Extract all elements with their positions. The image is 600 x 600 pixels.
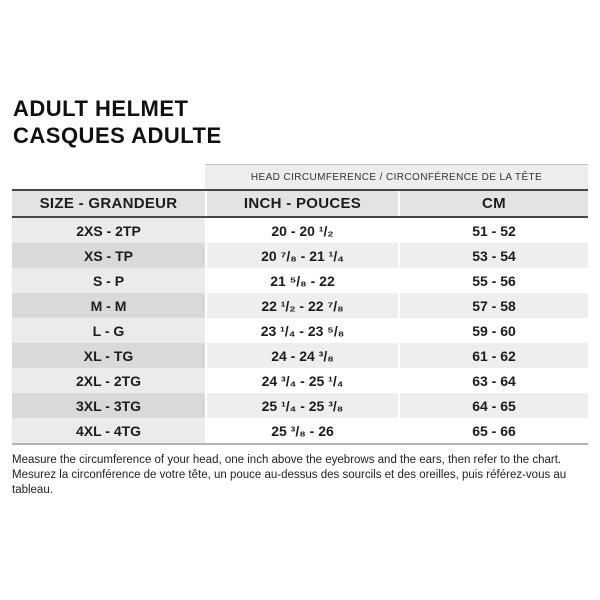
column-header-size: SIZE - GRANDEUR xyxy=(12,191,205,216)
size-value: 3XL - 3TG xyxy=(12,393,205,418)
cm-value: 61 - 62 xyxy=(398,343,588,368)
page-title-en: ADULT HELMET xyxy=(13,96,189,121)
cm-value: 51 - 52 xyxy=(398,218,588,243)
size-value: 2XL - 2TG xyxy=(12,368,205,393)
column-header-inch: INCH - POUCES xyxy=(205,191,398,216)
size-value: M - M xyxy=(12,293,205,318)
cm-value: 63 - 64 xyxy=(398,368,588,393)
cm-value: 57 - 58 xyxy=(398,293,588,318)
inch-value: 25 ¹/₄ - 25 ³/₈ xyxy=(205,393,398,418)
inch-value: 24 - 24 ³/₈ xyxy=(205,343,398,368)
size-value: XS - TP xyxy=(12,243,205,268)
cm-value: 55 - 56 xyxy=(398,268,588,293)
inch-value: 21 ⁵/₈ - 22 xyxy=(205,268,398,293)
size-value: L - G xyxy=(12,318,205,343)
table-row xyxy=(12,293,588,318)
page-title xyxy=(13,95,222,149)
size-chart-table xyxy=(12,164,588,445)
table-row xyxy=(12,243,588,268)
inch-value: 22 ¹/₂ - 22 ⁷/₈ xyxy=(205,293,398,318)
table-row xyxy=(12,418,588,443)
cm-value: 65 - 66 xyxy=(398,418,588,443)
instructions-en: Measure the circumference of your head, one inch above the eyebrows and the ears, then refer to the chart. xyxy=(12,454,562,466)
inch-value: 25 ³/₈ - 26 xyxy=(205,418,398,443)
measurement-instructions xyxy=(12,453,588,498)
cm-value: 53 - 54 xyxy=(398,243,588,268)
table-row xyxy=(12,393,588,418)
table-bottom-border xyxy=(12,443,588,445)
size-value: XL - TG xyxy=(12,343,205,368)
instructions-fr: Mesurez la circonférence de votre tête, un pouce au-dessus des sourcils et des oreilles, puis référez-vous au tableau. xyxy=(12,469,567,496)
table-row xyxy=(12,318,588,343)
size-value: 4XL - 4TG xyxy=(12,418,205,443)
size-value: 2XS - 2TP xyxy=(12,218,205,243)
inch-value: 24 ³/₄ - 25 ¹/₄ xyxy=(205,368,398,393)
table-row xyxy=(12,268,588,293)
inch-value: 23 ¹/₄ - 23 ⁵/₈ xyxy=(205,318,398,343)
inch-value: 20 - 20 ¹/₂ xyxy=(205,218,398,243)
column-header-cm: CM xyxy=(398,191,588,216)
cm-value: 59 - 60 xyxy=(398,318,588,343)
table-row xyxy=(12,343,588,368)
size-value: S - P xyxy=(12,268,205,293)
page-title-fr: CASQUES ADULTE xyxy=(13,123,222,148)
table-row xyxy=(12,218,588,243)
inch-value: 20 ⁷/₈ - 21 ¹/₄ xyxy=(205,243,398,268)
head-circumference-banner: HEAD CIRCUMFERENCE / CIRCONFÉRENCE DE LA TÊTE xyxy=(205,164,588,189)
table-header-row xyxy=(12,189,588,218)
table-row xyxy=(12,368,588,393)
cm-value: 64 - 65 xyxy=(398,393,588,418)
